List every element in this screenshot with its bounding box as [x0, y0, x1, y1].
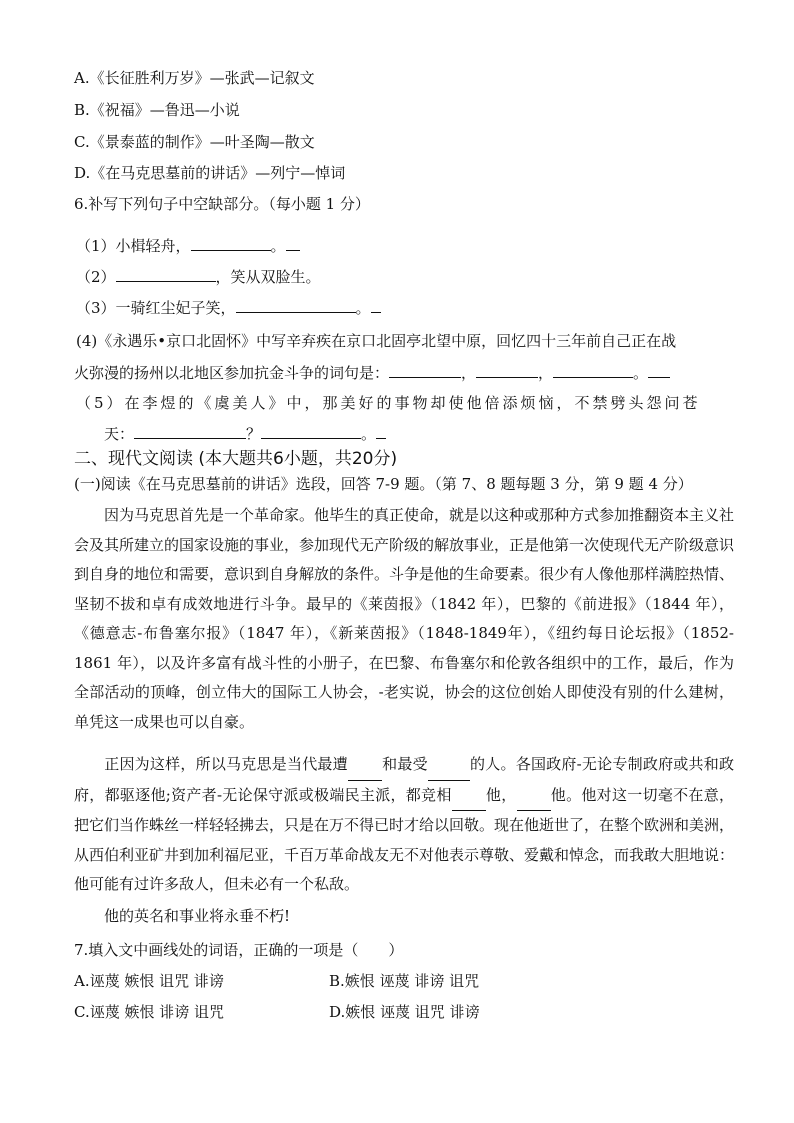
q6-sentence-2 — [76, 265, 321, 287]
option-c: C.《景泰蓝的制作》—叶圣陶—散文 — [74, 133, 315, 151]
option-a: A.《长征胜利万岁》—张武—记叙文 — [74, 69, 315, 87]
passage-paragraph-2 — [74, 750, 734, 900]
passage-paragraph-3: 他的英名和事业将永垂不朽! — [104, 907, 291, 925]
q6-sentence-3 — [76, 296, 381, 318]
q7-option-b[interactable]: B.嫉恨 诬蔑 诽谤 诅咒 — [329, 972, 480, 990]
passage-underline — [517, 781, 551, 812]
passage-paragraph-1 — [74, 501, 734, 737]
answer-blank[interactable] — [389, 361, 461, 378]
q6-sentence-1 — [76, 234, 300, 256]
answer-blank[interactable] — [553, 361, 633, 378]
passage-text: 他。他对这一切毫不在意，把它们当作蛛丝一样轻轻拂去，只是在万不得已时才给以回敬。现在他逝世了，在整个欧洲和美洲，从西伯利亚矿井到加利福尼亚，千百万革命战友无不对他表示尊敬、爱戴和悼念，而我敢大胆地说：他可能有过许多敌人，但未必有一个私敌。 — [74, 785, 735, 893]
passage-underline — [452, 781, 486, 812]
passage-underline — [428, 750, 470, 781]
answer-blank-tail — [371, 296, 381, 313]
q6-sentence-4-line1: (4)《永遇乐•京口北固怀》中写辛弃疾在京口北固亭北望中原，回忆四十三年前自己正在战 — [76, 332, 677, 350]
answer-blank[interactable] — [191, 234, 271, 251]
q6-s4-end: 。 — [633, 364, 649, 382]
passage-text: 他， — [485, 785, 517, 804]
passage-text: 因为马克思首先是一个革命家。他毕生的真正使命，就是以这种或那种方式参加推翻资本主义社会及其所建立的国家设施的事业，参加现代无产阶级的解放事业，正是他第一次使现代无产阶级意识到自身的地位和需要，意识到自身解放的条件。斗争是他的生命要素。很少有人像他那样满腔热情、坚韧不拔和卓有成效地进行斗争。最早的《莱茵报》（1842 年），巴黎的《前进报》（1844 年），《德意志-布鲁塞尔报》（1847 年），《新莱茵报》（1848-1849年），《纽约每日论坛报》（1852-1861 年），以及许多富有战斗性的小册子，在巴黎、布鲁塞尔和伦敦各组织中的工作，最后，作为全部活动的顶峰，创立伟大的国际工人协会，-老实说，协会的这位创始人即使没有别的什么建树，单凭这一成果也可以自豪。 — [74, 506, 735, 731]
q6-s1-after: 。 — [270, 237, 286, 255]
q7-option-c[interactable]: C.诬蔑 嫉恨 诽谤 诅咒 — [74, 1003, 225, 1021]
q7-options-row-1 — [74, 971, 479, 991]
answer-blank[interactable] — [134, 422, 246, 439]
q6-s1-before: （1）小楫轻舟， — [76, 237, 191, 255]
q6-s2-before: （2） — [76, 268, 116, 286]
answer-blank-tail — [648, 361, 670, 378]
q6-s4-comma1: ， — [461, 364, 477, 382]
q6-s4-prompt: 火弥漫的扬州以北地区参加抗金斗争的词句是： — [74, 364, 390, 382]
q6-s2-after: ，笑从双脸生。 — [215, 268, 321, 286]
q7-option-a[interactable]: A.诬蔑 嫉恨 诅咒 诽谤 — [74, 972, 224, 990]
q6-sentence-5-line2 — [104, 422, 386, 444]
q6-s5-prompt: 天： — [104, 425, 135, 443]
passage-text: 正因为这样，所以马克思是当代最遭 — [104, 755, 348, 773]
passage-underline — [348, 750, 382, 781]
q7-options-row-2 — [74, 1002, 480, 1022]
q6-s5-end: 。 — [361, 425, 377, 443]
q7-stem: 7.填入文中画线处的词语，正确的一项是（ ） — [74, 941, 404, 959]
q7-option-d[interactable]: D.嫉恨 诬蔑 诅咒 诽谤 — [329, 1003, 480, 1021]
reading-instruction: (一)阅读《在马克思墓前的讲话》选段，回答 7-9 题。（第 7、8 题每题 3 分，第 9 题 4 分） — [74, 475, 693, 493]
passage-text: 的人。各国政府-无论专制政府或共和政府，都驱逐他;资产者-无论保守派或极端民主派，都竞相 — [74, 755, 734, 804]
answer-blank[interactable] — [261, 422, 361, 439]
q6-s4-comma2: ， — [538, 364, 554, 382]
q6-s5-mark: ？ — [246, 425, 262, 443]
answer-blank-tail — [286, 234, 300, 251]
answer-blank-tail — [376, 422, 386, 439]
option-b: B.《祝福》—鲁迅—小说 — [74, 101, 240, 119]
q6-stem: 6.补写下列句子中空缺部分。（每小题 1 分） — [74, 195, 370, 213]
option-d: D.《在马克思墓前的讲话》—列宁—悼词 — [74, 164, 346, 182]
answer-blank[interactable] — [476, 361, 538, 378]
q6-s3-after: 。 — [355, 299, 371, 317]
q6-sentence-4-line2 — [74, 361, 670, 383]
passage-text: 和最受 — [381, 755, 428, 773]
answer-blank[interactable] — [116, 265, 216, 282]
q6-s3-before: （3）一骑红尘妃子笑， — [76, 299, 236, 317]
q6-sentence-5-line1: （5）在李煜的《虞美人》中，那美好的事物却使他倍添烦恼，不禁劈头怨问苍 — [76, 394, 701, 412]
section-heading: 二、现代文阅读 (本大题共6小题，共20分) — [74, 449, 398, 469]
answer-blank[interactable] — [236, 296, 356, 313]
